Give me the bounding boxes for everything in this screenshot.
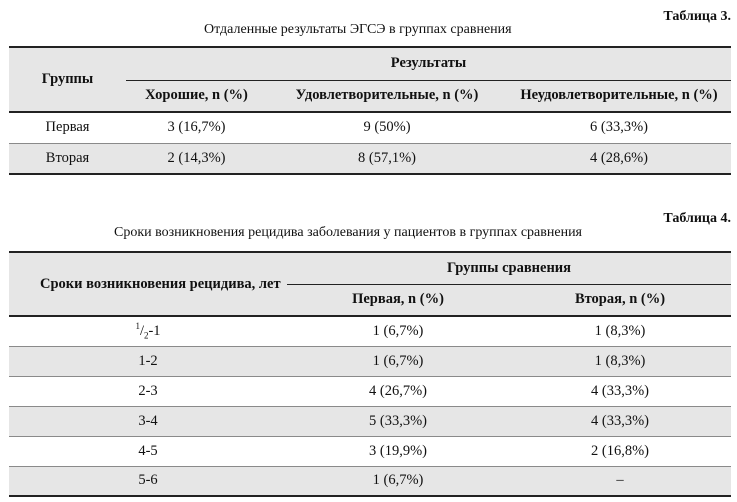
table4-period-header: Сроки возникновения рецидива, лет [9,252,287,316]
table4-period-cell: 1-2 [9,346,287,376]
table4 [9,251,731,497]
table-cell: 9 (50%) [267,112,507,143]
table4-col-header: Вторая, n (%) [509,284,731,316]
table-cell: 4 (33,3%) [509,376,731,406]
table4-period-cell: 2-3 [9,376,287,406]
table3-caption: Отдаленные результаты ЭГСЭ в группах сравнения [204,22,512,37]
table-cell: 1 (8,3%) [509,346,731,376]
table-cell: 1 (8,3%) [509,316,731,346]
table-row [9,406,731,436]
table4-period-cell: 4-5 [9,436,287,466]
table-cell: – [509,466,731,496]
table-cell: 1 (6,7%) [287,316,509,346]
table3-group-cell: Вторая [9,143,126,174]
table-row [9,466,731,496]
table-cell: 5 (33,3%) [287,406,509,436]
table4-groups-header: Группы сравнения [287,252,731,284]
table3-results-header: Результаты [126,47,731,80]
table3-group-header: Группы [9,47,126,112]
table-cell: 4 (33,3%) [509,406,731,436]
table-cell: 2 (16,8%) [509,436,731,466]
table-cell: 1 (6,7%) [287,466,509,496]
table-cell: 1 (6,7%) [287,346,509,376]
table-row [9,112,731,143]
table-cell: 3 (19,9%) [287,436,509,466]
table-cell: 3 (16,7%) [126,112,267,143]
table4-col-header: Первая, n (%) [287,284,509,316]
table3-col-header: Хорошие, n (%) [126,80,267,112]
table4-number: Таблица 4. [663,211,731,226]
table4-caption: Сроки возникновения рецидива заболевания у пациентов в группах сравнения [114,225,582,240]
fraction-denominator: 2 [143,331,149,342]
table4-period-cell: $^1/_2-1$ [9,316,287,346]
fraction-numerator: 1 [135,321,140,332]
table-cell: 4 (26,7%) [287,376,509,406]
table3-col-header: Удовлетворительные, n (%) [267,80,507,112]
table-row [9,316,731,346]
table-cell: 2 (14,3%) [126,143,267,174]
table-row [9,376,731,406]
table-row [9,436,731,466]
table3-number: Таблица 3. [663,9,731,24]
table3-group-cell: Первая [9,112,126,143]
table-row [9,346,731,376]
table-cell: 6 (33,3%) [507,112,731,143]
table-row [9,143,731,174]
table3 [9,46,731,175]
table-cell: 4 (28,6%) [507,143,731,174]
table3-col-header: Неудовлетворительные, n (%) [507,80,731,112]
table4-period-cell: 5-6 [9,466,287,496]
table-cell: 8 (57,1%) [267,143,507,174]
table4-period-cell: 3-4 [9,406,287,436]
period-suffix: -1 [148,323,161,340]
